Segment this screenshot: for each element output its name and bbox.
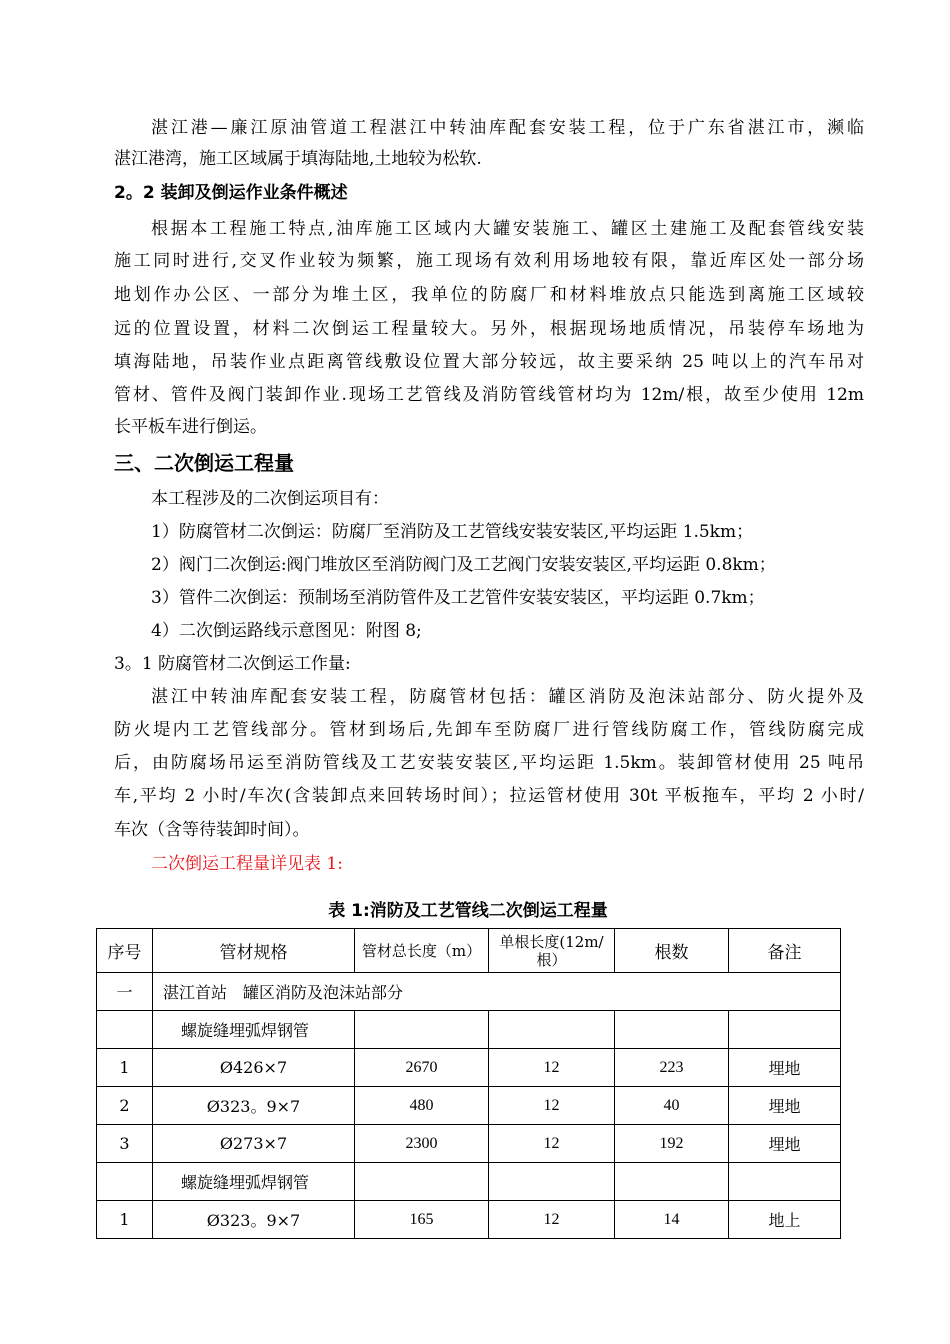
cell-spec: Ø426×7 xyxy=(153,1049,355,1087)
cell-remark: 地上 xyxy=(729,1201,841,1239)
table-row xyxy=(97,1125,841,1163)
header-remark: 备注 xyxy=(729,929,841,973)
sec31-line-3: 后，由防腐场吊运至消防管线及工艺安装安装区,平均运距 1.5km。装卸管材使用 25 吨吊 xyxy=(114,753,864,773)
cell-unit-length: 12 xyxy=(489,1049,615,1087)
cell-total-length: 480 xyxy=(355,1087,489,1125)
table-row xyxy=(97,1087,841,1125)
sec3-intro: 本工程涉及的二次倒运项目有： xyxy=(151,489,389,509)
sec31-line-2: 防火堤内工艺管线部分。管材到场后,先卸车至防腐厂进行管线防腐工作，管线防腐完成 xyxy=(114,720,864,740)
header-total-length: 管材总长度（m） xyxy=(355,929,489,973)
table-section-row xyxy=(97,973,841,1011)
cell-spec: Ø273×7 xyxy=(153,1125,355,1163)
cell-no: 1 xyxy=(97,1049,153,1087)
cell-unit-length: 12 xyxy=(489,1125,615,1163)
sec22-line-2: 施工同时进行,交叉作业较为频繁，施工现场有效利用场地较有限，靠近库区处一部分场 xyxy=(114,251,864,271)
cell-spec: Ø323。9×7 xyxy=(153,1201,355,1239)
sec22-line-6: 管材、管件及阀门装卸作业.现场工艺管线及消防管线管材均为 12m/根，故至少使用 12m xyxy=(114,385,864,405)
cell-remark: 埋地 xyxy=(729,1125,841,1163)
sec3-item-4: 4）二次倒运路线示意图见：附图 8; xyxy=(151,621,422,641)
cell-no: 1 xyxy=(97,1201,153,1239)
section-3-1-heading: 3。1 防腐管材二次倒运工作量: xyxy=(114,654,351,674)
section-no: 一 xyxy=(97,973,153,1011)
cell-spec: Ø323。9×7 xyxy=(153,1087,355,1125)
sec3-item-2: 2）阀门二次倒运:阀门堆放区至消防阀门及工艺阀门安装安装区,平均运距 0.8km； xyxy=(151,555,776,575)
cell-remark: 埋地 xyxy=(729,1049,841,1087)
header-unit-length: 单根长度(12m/根） xyxy=(489,929,615,973)
cell-total-length: 2670 xyxy=(355,1049,489,1087)
sec22-line-3: 地划作办公区、一部分为堆土区，我单位的防腐厂和材料堆放点只能选到离施工区域较 xyxy=(114,285,864,305)
cell-count: 192 xyxy=(615,1125,729,1163)
sec22-line-4: 远的位置设置，材料二次倒运工程量较大。另外，根据现场地质情况，吊装停车场地为 xyxy=(114,319,864,339)
cell-count: 14 xyxy=(615,1201,729,1239)
cell-no: 2 xyxy=(97,1087,153,1125)
cell-no: 3 xyxy=(97,1125,153,1163)
cell-total-length: 2300 xyxy=(355,1125,489,1163)
sec3-item-3: 3）管件二次倒运：预制场至消防管件及工艺管件安装安装区，平均运距 0.7km； xyxy=(151,588,765,608)
table-group-row xyxy=(97,1011,841,1049)
sec22-line-1: 根据本工程施工特点,油库施工区域内大罐安装施工、罐区土建施工及配套管线安装 xyxy=(151,219,864,239)
group-title: 螺旋缝埋弧焊钢管 xyxy=(153,1011,355,1049)
sec22-line-7: 长平板车进行倒运。 xyxy=(114,417,267,437)
table-header-row xyxy=(97,929,841,973)
table-row xyxy=(97,1049,841,1087)
cell-count: 223 xyxy=(615,1049,729,1087)
cell-total-length: 165 xyxy=(355,1201,489,1239)
sec3-item-1: 1）防腐管材二次倒运：防腐厂至消防及工艺管线安装安装区,平均运距 1.5km； xyxy=(151,522,754,542)
section-title: 湛江首站 罐区消防及泡沫站部分 xyxy=(153,973,841,1011)
header-no: 序号 xyxy=(97,929,153,973)
section-3-heading: 三、二次倒运工程量 xyxy=(114,451,294,475)
cell-unit-length: 12 xyxy=(489,1087,615,1125)
header-spec: 管材规格 xyxy=(153,929,355,973)
header-count: 根数 xyxy=(615,929,729,973)
group-title: 螺旋缝埋弧焊钢管 xyxy=(153,1163,355,1201)
table-reference: 二次倒运工程量详见表 1: xyxy=(151,854,343,874)
sec22-line-5: 填海陆地，吊装作业点距离管线敷设位置大部分较远，故主要采纳 25 吨以上的汽车吊对 xyxy=(114,352,864,372)
cell-remark: 埋地 xyxy=(729,1087,841,1125)
pipe-transport-table xyxy=(96,928,841,1239)
sec31-line-4: 车,平均 2 小时/车次(含装卸点来回转场时间）；拉运管材使用 30t 平板拖车，平均 2 小时/ xyxy=(114,786,864,806)
table-group-row xyxy=(97,1163,841,1201)
cell-unit-length: 12 xyxy=(489,1201,615,1239)
intro-line-2: 湛江港湾，施工区域属于填海陆地,土地较为松软. xyxy=(114,149,482,169)
cell-count: 40 xyxy=(615,1087,729,1125)
sec31-line-5: 车次（含等待装卸时间）。 xyxy=(114,820,310,840)
section-2-2-heading: 2。2 装卸及倒运作业条件概述 xyxy=(114,183,348,203)
intro-line-1: 湛江港—廉江原油管道工程湛江中转油库配套安装工程，位于广东省湛江市，濒临 xyxy=(151,118,864,138)
sec31-line-1: 湛江中转油库配套安装工程，防腐管材包括：罐区消防及泡沫站部分、防火提外及 xyxy=(151,687,864,707)
table-row xyxy=(97,1201,841,1239)
table-caption: 表 1:消防及工艺管线二次倒运工程量 xyxy=(328,901,608,921)
